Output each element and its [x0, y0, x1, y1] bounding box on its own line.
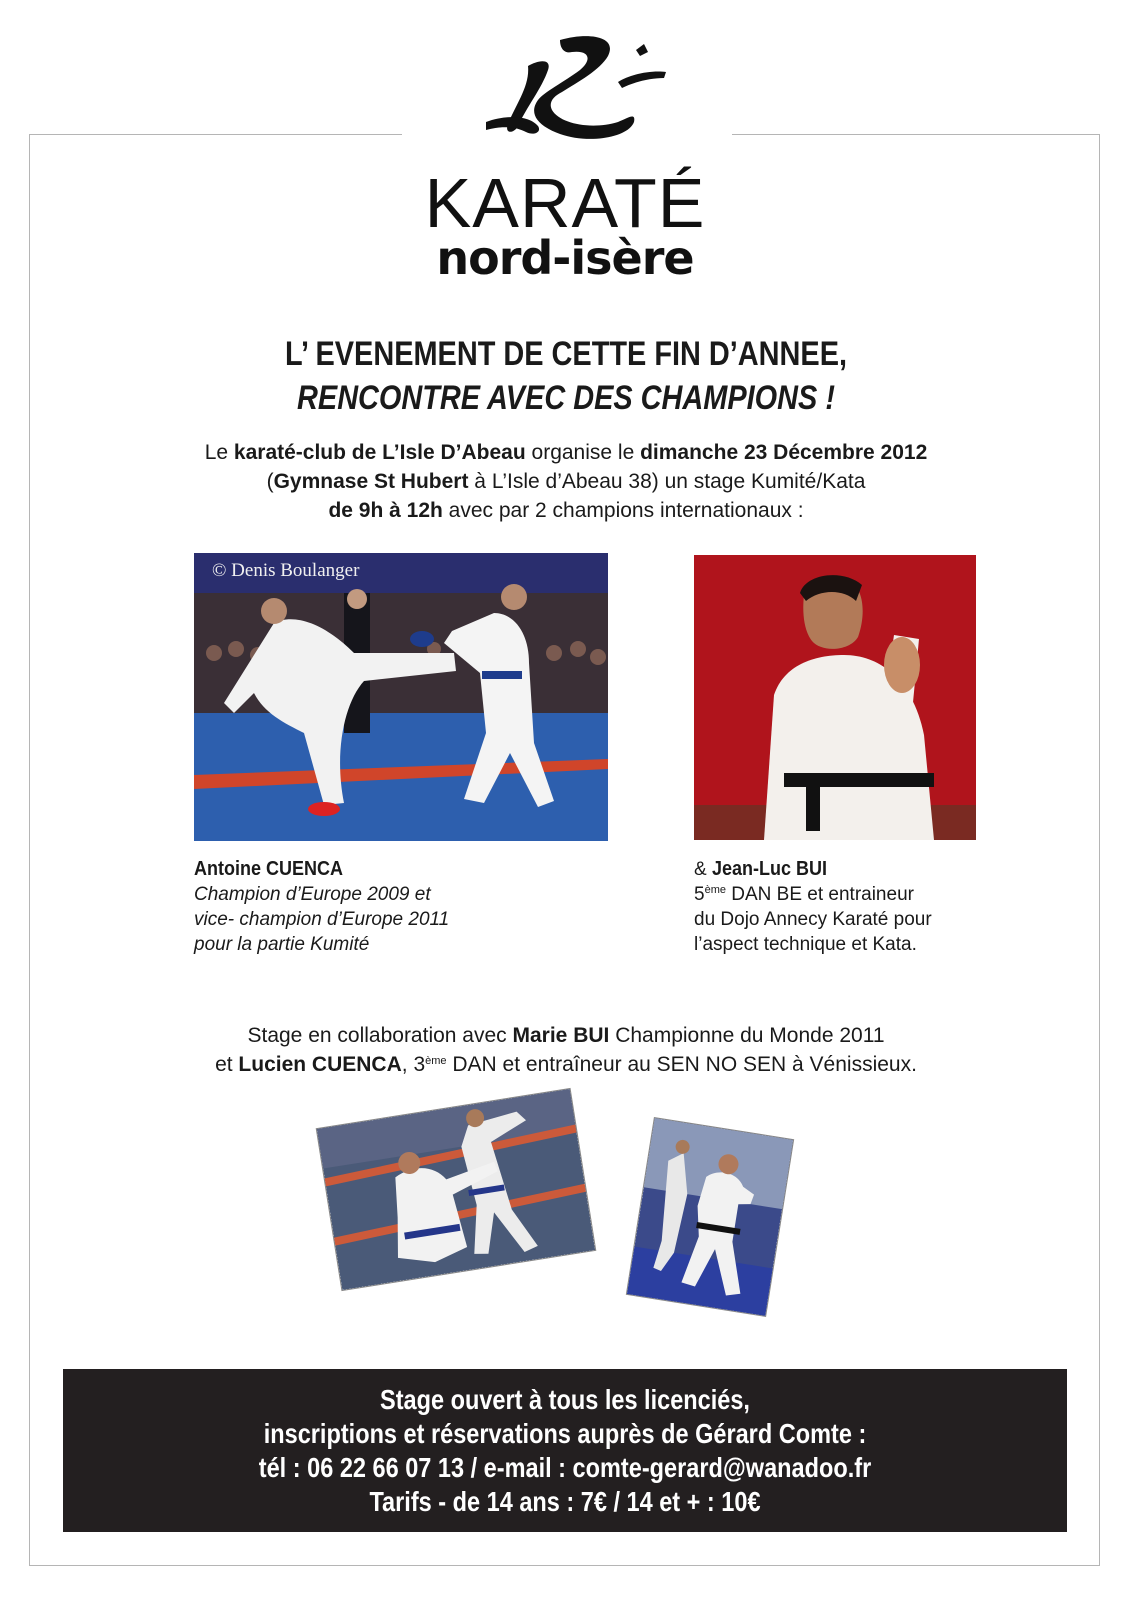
grade-suffix: ème	[704, 884, 726, 896]
collab-text: Stage en collaboration avec	[247, 1024, 513, 1047]
intro-venue: Gymnase St Hubert	[273, 470, 469, 493]
champion-card-bui	[694, 857, 994, 957]
banner-registrations: inscriptions et réservations auprès de Gérard Comte :	[263, 1418, 867, 1449]
collab-text: et	[215, 1053, 239, 1076]
logo-wordmark-karate: KARATÉ	[424, 164, 706, 242]
grade-suffix: ème	[425, 1055, 447, 1067]
club-logo	[420, 30, 710, 285]
headline-event: L’ EVENEMENT DE CETTE FIN D’ANNEE,	[284, 335, 848, 373]
champion-desc-line: pour la partie Kumité	[194, 934, 370, 955]
registration-banner	[63, 1369, 1067, 1532]
champion-name: Antoine CUENCA	[194, 858, 343, 880]
intro-text: avec par 2 champions internationaux :	[442, 499, 804, 522]
grade-number: 5	[694, 884, 705, 905]
champion-desc-line: vice- champion d’Europe 2011	[194, 909, 450, 930]
intro-hours: de 9h à 12h	[328, 499, 443, 522]
headline-champions: RENCONTRE AVEC DES CHAMPIONS !	[297, 379, 835, 417]
photo-dojo-pose	[627, 1118, 793, 1316]
champion-desc-line: DAN BE et entraineur	[725, 884, 914, 905]
photo-credit: © Denis Boulanger	[204, 559, 394, 583]
photo-portrait-red	[694, 555, 976, 840]
collab-name: Marie BUI	[512, 1024, 610, 1047]
collaboration-paragraph	[120, 1021, 1012, 1079]
intro-date: dimanche 23 Décembre 2012	[640, 441, 928, 464]
banner-prices: Tarifs - de 14 ans : 7€ / 14 et + : 10€	[369, 1486, 761, 1517]
collab-text: Championne du Monde 2011	[609, 1024, 885, 1047]
collab-name: Lucien CUENCA	[238, 1053, 402, 1076]
banner-contact: tél : 06 22 66 07 13 / e-mail : comte-gerard@wanadoo.fr	[258, 1452, 872, 1483]
intro-club: karaté-club de L’Isle D’Abeau	[233, 441, 526, 464]
intro-text: à L’Isle d’Abeau 38) un stage Kumité/Kata	[468, 470, 866, 493]
ampersand: &	[694, 859, 712, 880]
k-brush-icon	[468, 30, 668, 148]
banner-open-to-all: Stage ouvert à tous les licenciés,	[380, 1384, 750, 1415]
intro-paragraph: Le karaté-club de L’Isle D’Abeau organise le dimanche 23 Décembre 2012 (Gymnase St Hubert à L’Isle d’Abeau 38) un stage Kumité/Kata de 9h à 12h avec par 2 champions internationaux :	[204, 441, 928, 522]
champion-name: Jean-Luc BUI	[711, 858, 827, 880]
champion-card-cuenca	[194, 857, 524, 957]
champion-desc-line: Champion d’Europe 2009 et	[194, 884, 431, 905]
photo-kumite-fight	[194, 553, 608, 841]
logo-wordmark-region: nord-isère	[436, 231, 694, 285]
intro-text: organise le	[525, 441, 641, 464]
champion-desc-line: du Dojo Annecy Karaté pour	[694, 909, 932, 930]
champion-desc-line: l’aspect technique et Kata.	[694, 934, 917, 955]
collab-text: , 3	[401, 1053, 426, 1076]
intro-text: Le	[204, 441, 234, 464]
collab-text: DAN et entraîneur au SEN NO SEN à Vénissieux.	[446, 1053, 917, 1076]
